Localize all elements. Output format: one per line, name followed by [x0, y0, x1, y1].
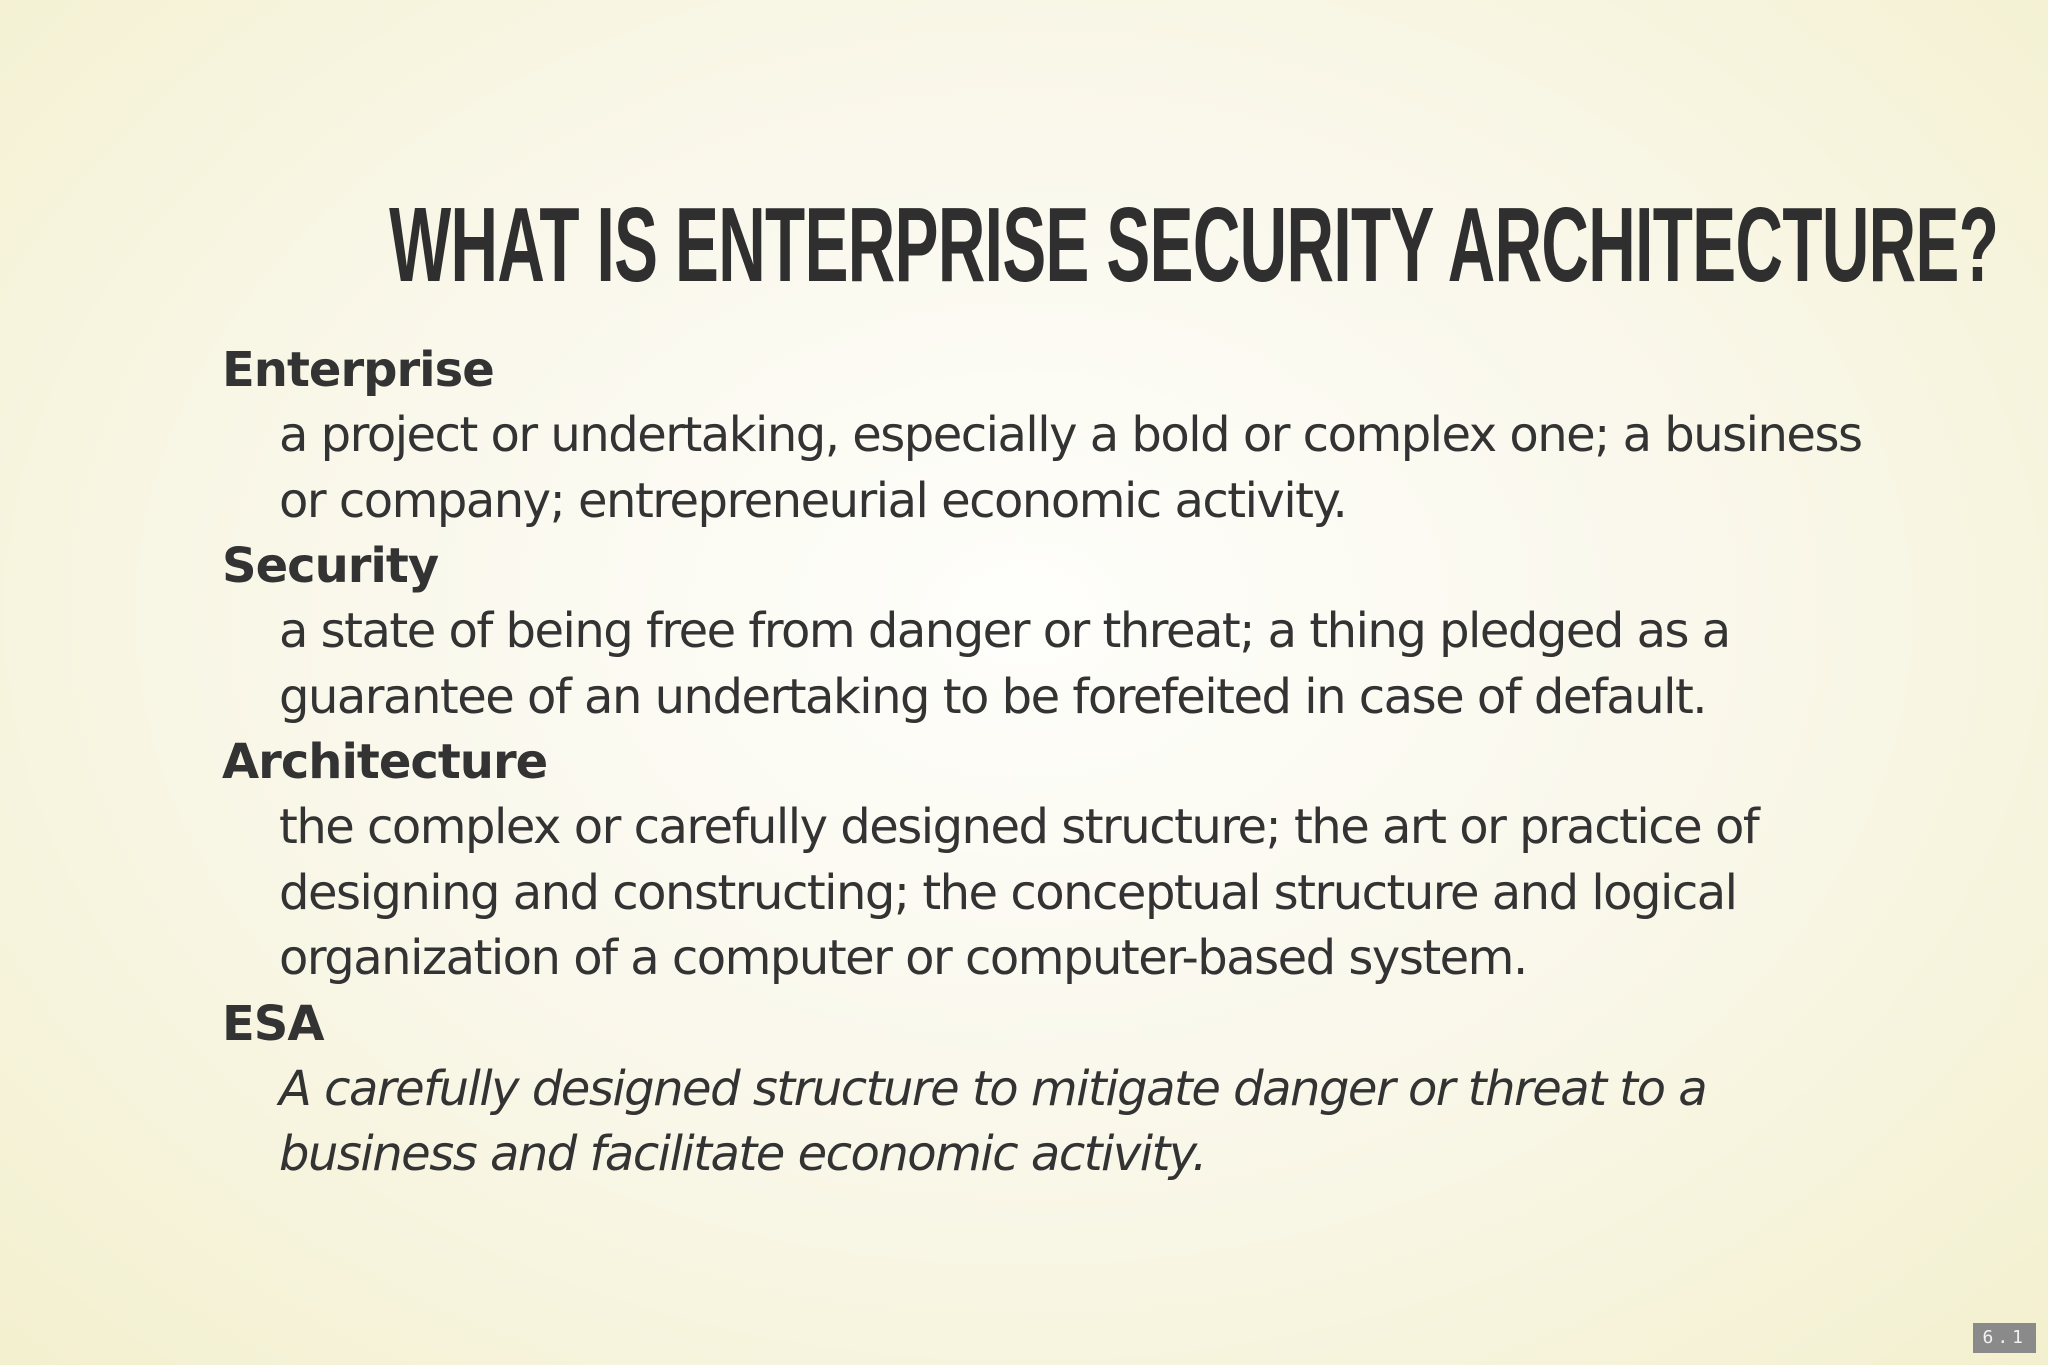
term-enterprise: Enterprise	[222, 342, 494, 398]
slide-title: WHAT IS ENTERPRISE SECURITY ARCHITECTURE?	[389, 186, 1999, 304]
definition-esa: A carefully designed structure to mitigate danger or threat to a business and facilitate economic activity.	[279, 1060, 1707, 1182]
slide-number: 6.1	[1973, 1323, 2036, 1353]
term-esa: ESA	[222, 995, 324, 1052]
definition-list	[222, 338, 1902, 1188]
term-architecture: Architecture	[222, 734, 548, 790]
definition-architecture: the complex or carefully designed structure; the art or practice of designing and constructing; the conceptual structure and logical organization of a computer or computer-based system.	[279, 799, 1759, 986]
definition-security: a state of being free from danger or threat; a thing pledged as a guarantee of an undertaking to be forefeited in case of default.	[279, 603, 1730, 725]
term-security: Security	[222, 538, 439, 594]
definition-enterprise: a project or undertaking, especially a bold or complex one; a business or company; entrepreneurial economic activity.	[279, 407, 1862, 529]
